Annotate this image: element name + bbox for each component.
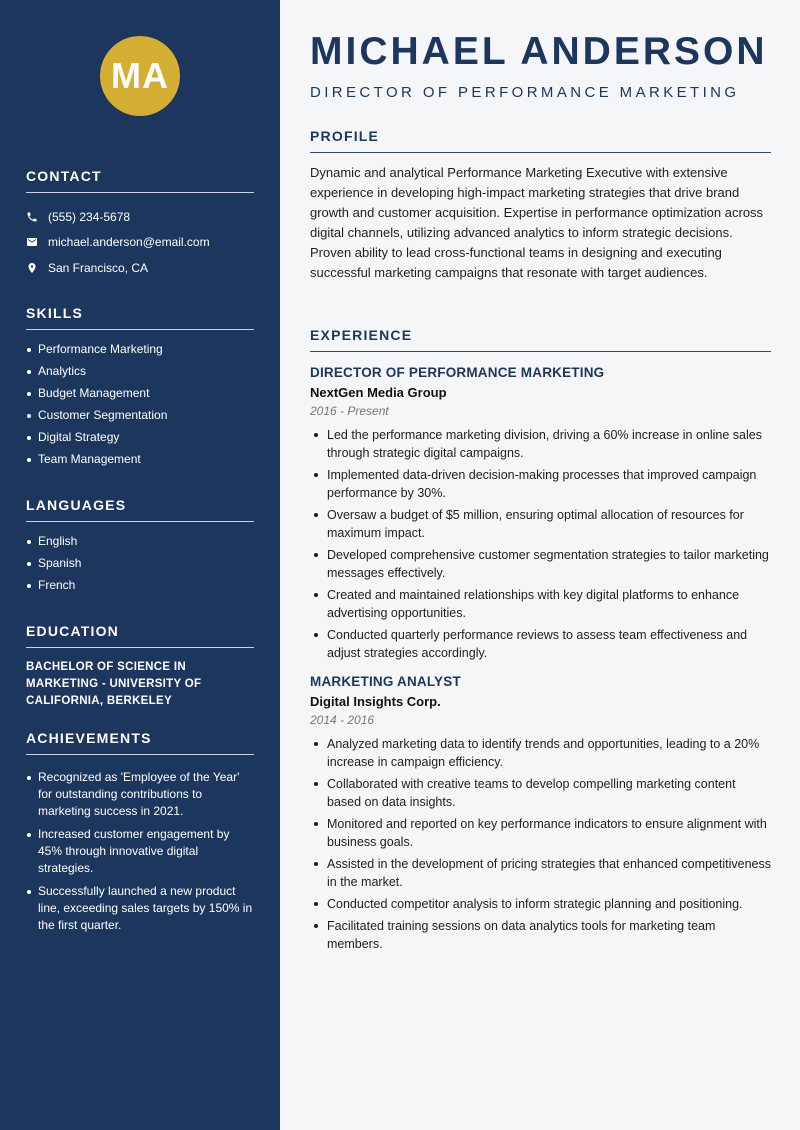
location-icon <box>26 262 48 274</box>
job-entry <box>310 365 771 662</box>
contact-email <box>26 230 254 256</box>
job-company: Digital Insights Corp. <box>310 694 441 709</box>
job-bullets <box>310 426 771 662</box>
job-company: NextGen Media Group <box>310 385 447 400</box>
job-bullet: Collaborated with creative teams to develop compelling marketing content based on data insights. <box>310 775 771 811</box>
profile-text: Dynamic and analytical Performance Marketing Executive with extensive experience in developing high-impact marketing strategies that drive brand growth and customer acquisition. Expertise in performance optimization across digital channels, utilizing advanced analytics to inform strategic decisions. Proven ability to lead cross-functional teams in designing and executing successful marketing campaigns that resonate with target audiences. <box>310 165 764 280</box>
job-bullet: Created and maintained relationships with key digital platforms to enhance advertising opportunities. <box>310 586 771 622</box>
contact-phone <box>26 204 254 230</box>
skill-item: Team Management <box>26 451 254 468</box>
skill-item: Customer Segmentation <box>26 407 254 424</box>
education-degree: BACHELOR OF SCIENCE IN MARKETING - UNIVERSITY OF CALIFORNIA, BERKELEY <box>26 661 202 707</box>
achievement-item: Recognized as 'Employee of the Year' for outstanding contributions to marketing success in 2021. <box>26 769 254 820</box>
skills-section <box>26 305 254 473</box>
job-bullet: Analyzed marketing data to identify trends and opportunities, leading to a 20% increase in campaign efficiency. <box>310 735 771 771</box>
languages-list <box>26 533 254 594</box>
candidate-name: MICHAEL ANDERSON <box>310 30 768 73</box>
language-item: Spanish <box>26 555 254 572</box>
avatar: MA <box>100 36 180 116</box>
sidebar <box>0 0 280 1130</box>
contact-location <box>26 255 254 281</box>
experience-heading: EXPERIENCE <box>310 327 771 352</box>
profile-heading: PROFILE <box>310 128 771 153</box>
location-text: San Francisco, CA <box>48 260 149 275</box>
job-dates: 2014 - 2016 <box>310 713 375 727</box>
job-bullet: Facilitated training sessions on data analytics tools for marketing team members. <box>310 917 771 953</box>
job-title: MARKETING ANALYST <box>310 674 461 689</box>
achievement-item: Successfully launched a new product line, exceeding sales targets by 150% in the first quarter. <box>26 883 254 934</box>
job-bullet: Conducted competitor analysis to inform strategic planning and positioning. <box>310 895 771 913</box>
achievements-list <box>26 769 254 934</box>
job-bullet: Conducted quarterly performance reviews to assess team effectiveness and adjust strategies accordingly. <box>310 626 771 662</box>
skill-item: Analytics <box>26 363 254 380</box>
phone-icon <box>26 211 48 223</box>
job-dates: 2016 - Present <box>310 404 389 418</box>
language-item: English <box>26 533 254 550</box>
job-entry <box>310 674 771 953</box>
email-text[interactable]: michael.anderson@email.com <box>48 235 210 250</box>
education-heading: EDUCATION <box>26 623 254 648</box>
job-bullet: Monitored and reported on key performance indicators to ensure alignment with business goals. <box>310 815 771 851</box>
phone-text[interactable]: (555) 234-5678 <box>48 209 131 224</box>
achievements-section <box>26 730 254 940</box>
languages-heading: LANGUAGES <box>26 497 254 522</box>
experience-section <box>310 327 771 957</box>
language-item: French <box>26 577 254 594</box>
education-section <box>26 623 254 710</box>
job-bullet: Oversaw a budget of $5 million, ensuring optimal allocation of resources for maximum impact. <box>310 506 771 542</box>
job-bullet: Assisted in the development of pricing strategies that enhanced competitiveness in the market. <box>310 855 771 891</box>
job-bullet: Led the performance marketing division, driving a 60% increase in online sales through strategic digital campaigns. <box>310 426 771 462</box>
skill-item: Performance Marketing <box>26 341 254 358</box>
skills-list <box>26 341 254 468</box>
skill-item: Digital Strategy <box>26 429 254 446</box>
achievements-heading: ACHIEVEMENTS <box>26 730 254 755</box>
achievement-item: Increased customer engagement by 45% through innovative digital strategies. <box>26 826 254 877</box>
job-bullet: Developed comprehensive customer segmentation strategies to tailor marketing messages effectively. <box>310 546 771 582</box>
skills-heading: SKILLS <box>26 305 254 330</box>
job-bullet: Implemented data-driven decision-making processes that improved campaign performance by 30%. <box>310 466 771 502</box>
contact-section <box>26 168 254 281</box>
languages-section <box>26 497 254 599</box>
job-title: DIRECTOR OF PERFORMANCE MARKETING <box>310 365 605 380</box>
profile-section <box>310 128 771 283</box>
email-icon <box>26 236 48 248</box>
skill-item: Budget Management <box>26 385 254 402</box>
job-bullets <box>310 735 771 953</box>
candidate-title: DIRECTOR OF PERFORMANCE MARKETING <box>310 84 740 101</box>
contact-heading: CONTACT <box>26 168 254 193</box>
